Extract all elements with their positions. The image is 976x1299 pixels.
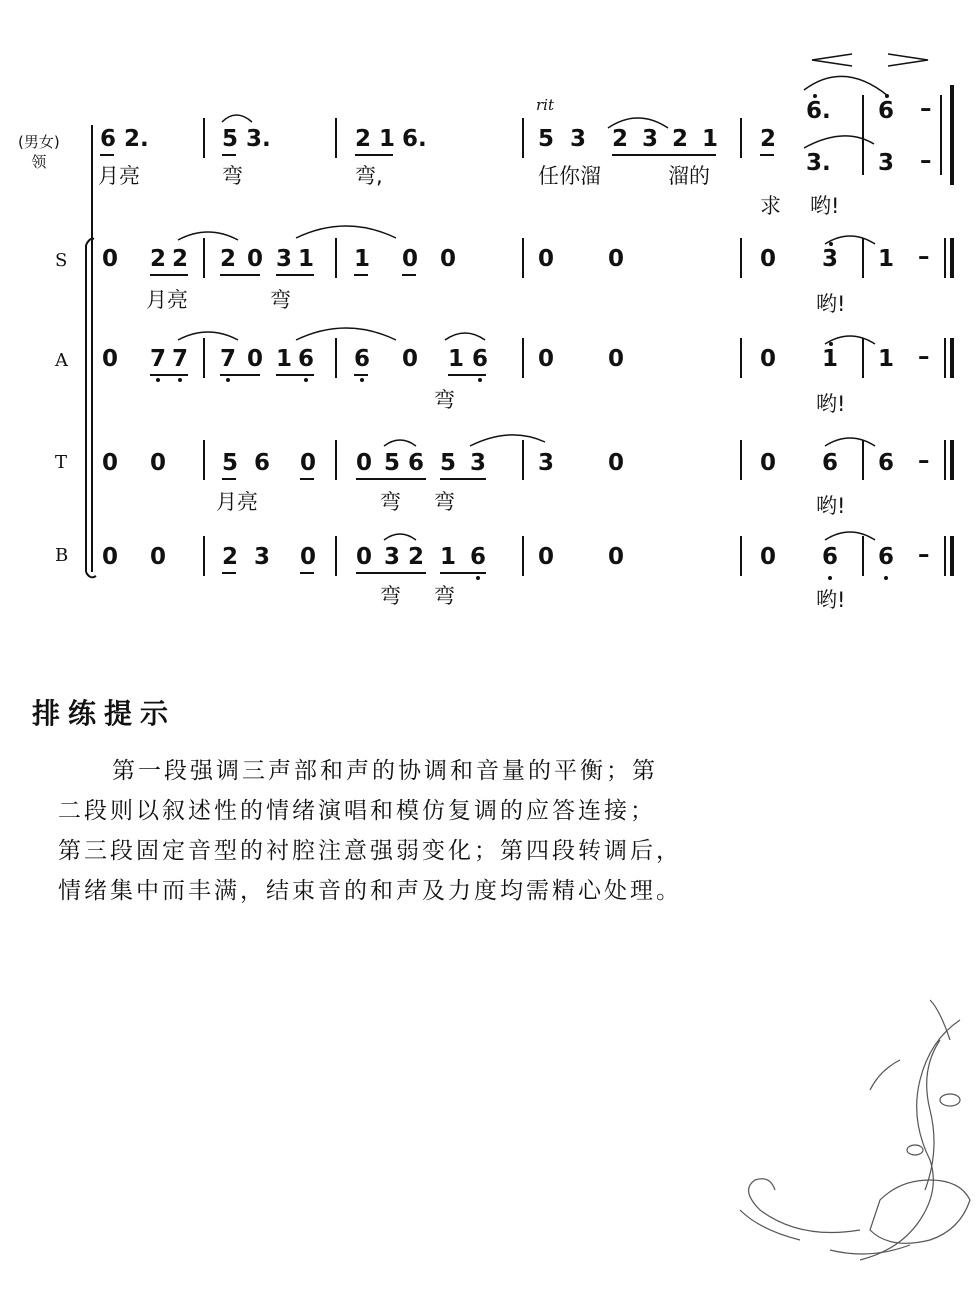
note: 1 [878, 346, 895, 372]
dash: – [918, 344, 930, 370]
lead-label-top: 男女 [23, 133, 54, 151]
note: 0 [300, 450, 317, 476]
lyric: 弯 [270, 288, 291, 312]
note: 3 [570, 126, 587, 152]
note: 0 [760, 246, 777, 272]
note: 1 [379, 126, 396, 152]
note: 6 [354, 346, 371, 372]
rehearsal-tips-line-2: 二段则以叙述性的情绪演唱和模仿复调的应答连接； [58, 798, 656, 824]
lead-label-bottom: 领 [31, 153, 47, 171]
note: 6 [472, 346, 489, 372]
note: 3. [246, 126, 271, 152]
bass-label: B [55, 545, 69, 566]
note: 1 [440, 544, 457, 570]
note: 0 [102, 544, 119, 570]
note: 2 [408, 544, 425, 570]
lyric: 弯 [434, 584, 455, 608]
note: 2 [222, 544, 239, 570]
note: 2 [220, 246, 237, 272]
note: 5 [222, 126, 239, 152]
note: 3 [384, 544, 401, 570]
note: 0 [538, 544, 555, 570]
rehearsal-tips-line-1: 第一段强调三声部和声的协调和音量的平衡；第 [112, 758, 658, 784]
note: 2. [124, 126, 149, 152]
lyric: 月亮 [216, 490, 258, 514]
lyric: 哟! [810, 194, 840, 218]
lyric: 弯 [380, 490, 401, 514]
lyric: 溜的 [668, 164, 710, 188]
note: 0 [608, 450, 625, 476]
note: 2 [150, 246, 167, 272]
note: 6 [878, 98, 895, 124]
note: 0 [760, 346, 777, 372]
rehearsal-tips-title: 排练提示 [32, 697, 177, 730]
lyric: 哟! [816, 494, 846, 518]
note: 2 [172, 246, 189, 272]
note: 7 [220, 346, 237, 372]
note: 0 [402, 246, 419, 272]
note: 6 [878, 450, 895, 476]
note: 0 [608, 246, 625, 272]
note: 3 [822, 246, 839, 272]
note: 0 [538, 346, 555, 372]
note: 6 [822, 544, 839, 570]
note: 0 [760, 450, 777, 476]
alto-label: A [55, 350, 68, 371]
note: 0 [102, 450, 119, 476]
dash: – [920, 96, 932, 122]
note: 6 [100, 126, 117, 152]
note: 1 [702, 126, 719, 152]
note: 6 [822, 450, 839, 476]
rehearsal-tips-line-3: 第三段固定音型的衬腔注意强弱变化；第四段转调后， [58, 838, 682, 864]
lyric: 弯 [380, 584, 401, 608]
tenor-label: T [55, 452, 68, 473]
note: 2 [672, 126, 689, 152]
dash: – [918, 244, 930, 270]
lyric: 月亮 [98, 164, 140, 188]
note: 5 [440, 450, 457, 476]
note: 3 [276, 246, 293, 272]
note: 6 [254, 450, 271, 476]
lyric: 弯 [434, 490, 455, 514]
lyric: 弯 [222, 164, 243, 188]
note: 1 [298, 246, 315, 272]
note: 3 [642, 126, 659, 152]
note: 6 [878, 544, 895, 570]
note: 0 [247, 346, 264, 372]
note: 3. [806, 150, 831, 176]
note: 1 [354, 246, 371, 272]
soprano-label: S [55, 250, 68, 271]
note: 6. [402, 126, 427, 152]
note: 1 [878, 246, 895, 272]
note: 0 [356, 450, 373, 476]
note: 3 [878, 150, 895, 176]
note: 0 [760, 544, 777, 570]
note: 6 [470, 544, 487, 570]
lead-voice-label: (男女) 领 [18, 133, 60, 171]
note: 7 [172, 346, 189, 372]
lyric: 求 [760, 194, 781, 218]
lyric: 任你溜 [538, 164, 601, 188]
note: 1 [822, 346, 839, 372]
note: 0 [300, 544, 317, 570]
note: 2 [355, 126, 372, 152]
dash: – [918, 542, 930, 568]
note: 6. [806, 98, 831, 124]
note: 5 [222, 450, 239, 476]
dash: – [920, 148, 932, 174]
note: 0 [247, 246, 264, 272]
note: 0 [440, 246, 457, 272]
note: 0 [102, 346, 119, 372]
note: 2 [760, 126, 777, 152]
note: 6 [298, 346, 315, 372]
note: 6 [408, 450, 425, 476]
note: 0 [150, 544, 167, 570]
note: 1 [276, 346, 293, 372]
lyric: 哟! [816, 292, 846, 316]
note: 3 [254, 544, 271, 570]
note: 0 [102, 246, 119, 272]
lyric: 弯, [355, 164, 383, 188]
note: 1 [448, 346, 465, 372]
note: 0 [150, 450, 167, 476]
lyric: 弯 [434, 388, 455, 412]
note: 2 [612, 126, 629, 152]
dash: – [918, 448, 930, 474]
note: 0 [608, 544, 625, 570]
rehearsal-tips-line-4: 情绪集中而丰满，结束音的和声及力度均需精心处理。 [58, 878, 682, 904]
lyric: 哟! [816, 392, 846, 416]
note: 7 [150, 346, 167, 372]
tempo-marking-rit: rit [536, 96, 554, 114]
lyric: 月亮 [146, 288, 188, 312]
lyric: 哟! [816, 588, 846, 612]
note: 0 [356, 544, 373, 570]
note: 5 [538, 126, 555, 152]
note: 0 [538, 246, 555, 272]
note: 0 [608, 346, 625, 372]
note: 3 [470, 450, 487, 476]
note: 3 [538, 450, 555, 476]
note: 0 [402, 346, 419, 372]
note: 5 [384, 450, 401, 476]
